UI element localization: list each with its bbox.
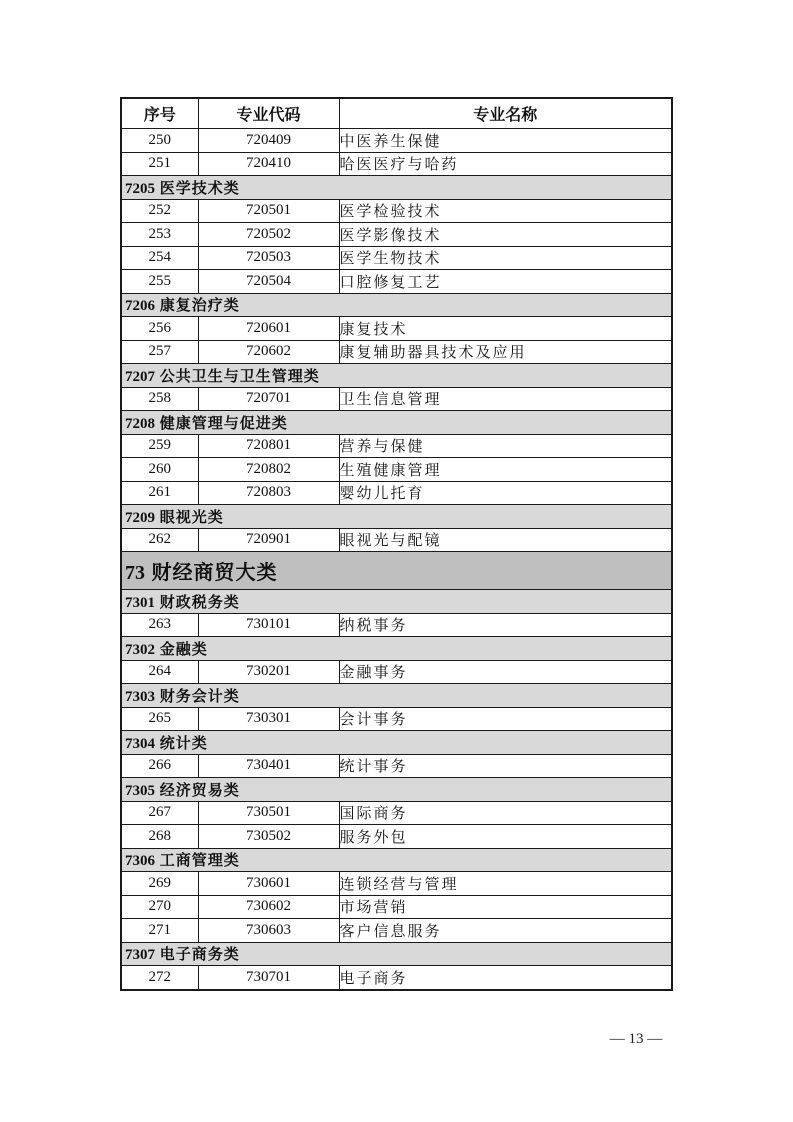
table-row xyxy=(121,825,672,849)
category-cell xyxy=(121,942,672,966)
major-code-cell: 730502 xyxy=(198,825,339,849)
table-row xyxy=(121,340,672,364)
category-row xyxy=(121,942,672,966)
major-name-cell: 康复辅助器具技术及应用 xyxy=(339,340,672,364)
serial-number-cell: 257 xyxy=(121,340,198,364)
category-cell xyxy=(121,590,672,614)
header-major-code: 专业代码 xyxy=(198,98,339,129)
major-name-cell: 市场营销 xyxy=(339,895,672,919)
category-name: 电子商务类 xyxy=(155,947,240,964)
major-code-cell: 720801 xyxy=(198,434,339,458)
category-name: 财政税务类 xyxy=(155,594,240,611)
table-row xyxy=(121,246,672,270)
serial-number-cell: 254 xyxy=(121,246,198,270)
category-row xyxy=(121,590,672,614)
major-name-cell: 客户信息服务 xyxy=(339,919,672,943)
category-row xyxy=(121,848,672,872)
category-code: 7307 xyxy=(125,947,155,964)
category-row xyxy=(121,364,672,388)
category-cell xyxy=(121,505,672,529)
serial-number-cell: 270 xyxy=(121,895,198,919)
category-name: 金融类 xyxy=(155,641,208,658)
category-code: 7304 xyxy=(125,735,155,752)
major-name-cell: 营养与保健 xyxy=(339,434,672,458)
serial-number-cell: 252 xyxy=(121,199,198,223)
header-serial-number: 序号 xyxy=(121,98,198,129)
table-row xyxy=(121,613,672,637)
category-code: 7208 xyxy=(125,415,155,432)
category-code: 7302 xyxy=(125,641,155,658)
major-name-cell: 生殖健康管理 xyxy=(339,458,672,482)
category-cell xyxy=(121,684,672,708)
major-code-cell: 730501 xyxy=(198,801,339,825)
major-name-cell: 康复技术 xyxy=(339,317,672,341)
serial-number-cell: 269 xyxy=(121,872,198,896)
major-code-cell: 720802 xyxy=(198,458,339,482)
category-cell xyxy=(121,731,672,755)
category-name: 工商管理类 xyxy=(155,853,240,870)
major-name-cell: 医学生物技术 xyxy=(339,246,672,270)
table-row xyxy=(121,801,672,825)
table-row xyxy=(121,317,672,341)
serial-number-cell: 271 xyxy=(121,919,198,943)
category-row xyxy=(121,293,672,317)
table-row xyxy=(121,270,672,294)
category-row xyxy=(121,411,672,435)
category-name: 眼视光类 xyxy=(155,509,224,526)
serial-number-cell: 262 xyxy=(121,528,198,552)
major-code-cell: 720601 xyxy=(198,317,339,341)
category-row xyxy=(121,176,672,200)
table-body xyxy=(121,129,672,990)
table-header-row xyxy=(121,98,672,129)
major-category-row xyxy=(121,552,672,590)
major-code-cell: 730301 xyxy=(198,707,339,731)
table-row xyxy=(121,434,672,458)
serial-number-cell: 267 xyxy=(121,801,198,825)
header-major-name: 专业名称 xyxy=(339,98,672,129)
category-code: 73 xyxy=(125,562,145,584)
major-name-cell: 中医养生保健 xyxy=(339,129,672,153)
category-name: 医学技术类 xyxy=(155,180,240,197)
major-code-cell: 730201 xyxy=(198,660,339,684)
major-name-cell: 国际商务 xyxy=(339,801,672,825)
major-name-cell: 医学检验技术 xyxy=(339,199,672,223)
category-row xyxy=(121,731,672,755)
major-code-cell: 730601 xyxy=(198,872,339,896)
category-name: 财务会计类 xyxy=(155,688,240,705)
table-row xyxy=(121,919,672,943)
serial-number-cell: 258 xyxy=(121,387,198,411)
category-code: 7303 xyxy=(125,688,155,705)
category-name: 公共卫生与卫生管理类 xyxy=(155,368,320,385)
category-row xyxy=(121,505,672,529)
major-code-cell: 720701 xyxy=(198,387,339,411)
table-row xyxy=(121,872,672,896)
category-name: 健康管理与促进类 xyxy=(155,415,288,432)
category-cell xyxy=(121,778,672,802)
major-name-cell: 哈医医疗与哈药 xyxy=(339,152,672,176)
category-row xyxy=(121,637,672,661)
serial-number-cell: 255 xyxy=(121,270,198,294)
table-row xyxy=(121,481,672,505)
category-cell xyxy=(121,364,672,388)
category-row xyxy=(121,778,672,802)
major-name-cell: 会计事务 xyxy=(339,707,672,731)
serial-number-cell: 260 xyxy=(121,458,198,482)
table-row xyxy=(121,129,672,153)
major-code-cell: 720501 xyxy=(198,199,339,223)
major-code-cell: 720504 xyxy=(198,270,339,294)
serial-number-cell: 266 xyxy=(121,754,198,778)
category-code: 7207 xyxy=(125,368,155,385)
majors-table xyxy=(120,97,673,991)
table-row xyxy=(121,152,672,176)
serial-number-cell: 261 xyxy=(121,481,198,505)
serial-number-cell: 256 xyxy=(121,317,198,341)
serial-number-cell: 259 xyxy=(121,434,198,458)
table-row xyxy=(121,895,672,919)
table-row xyxy=(121,966,672,990)
major-code-cell: 730101 xyxy=(198,613,339,637)
major-name-cell: 眼视光与配镜 xyxy=(339,528,672,552)
category-code: 7209 xyxy=(125,509,155,526)
category-cell xyxy=(121,411,672,435)
serial-number-cell: 253 xyxy=(121,223,198,247)
category-name: 经济贸易类 xyxy=(155,782,240,799)
page-number: — 13 — xyxy=(609,1031,663,1047)
serial-number-cell: 268 xyxy=(121,825,198,849)
major-name-cell: 医学影像技术 xyxy=(339,223,672,247)
major-name-cell: 电子商务 xyxy=(339,966,672,990)
category-code: 7306 xyxy=(125,853,155,870)
major-name-cell: 婴幼儿托育 xyxy=(339,481,672,505)
serial-number-cell: 264 xyxy=(121,660,198,684)
category-code: 7205 xyxy=(125,180,155,197)
major-code-cell: 730603 xyxy=(198,919,339,943)
major-name-cell: 纳税事务 xyxy=(339,613,672,637)
serial-number-cell: 272 xyxy=(121,966,198,990)
major-code-cell: 720901 xyxy=(198,528,339,552)
major-name-cell: 服务外包 xyxy=(339,825,672,849)
table-row xyxy=(121,458,672,482)
category-cell xyxy=(121,293,672,317)
major-name-cell: 口腔修复工艺 xyxy=(339,270,672,294)
serial-number-cell: 251 xyxy=(121,152,198,176)
table-row xyxy=(121,387,672,411)
major-code-cell: 720409 xyxy=(198,129,339,153)
category-cell xyxy=(121,176,672,200)
table-row xyxy=(121,199,672,223)
serial-number-cell: 263 xyxy=(121,613,198,637)
serial-number-cell: 250 xyxy=(121,129,198,153)
category-code: 7206 xyxy=(125,298,155,315)
category-cell xyxy=(121,637,672,661)
major-name-cell: 连锁经营与管理 xyxy=(339,872,672,896)
major-code-cell: 720503 xyxy=(198,246,339,270)
major-name-cell: 金融事务 xyxy=(339,660,672,684)
category-name: 统计类 xyxy=(155,735,208,752)
category-code: 7301 xyxy=(125,594,155,611)
major-category-cell xyxy=(121,552,672,590)
major-code-cell: 730701 xyxy=(198,966,339,990)
major-code-cell: 720803 xyxy=(198,481,339,505)
table-row xyxy=(121,223,672,247)
category-code: 7305 xyxy=(125,782,155,799)
major-code-cell: 720602 xyxy=(198,340,339,364)
table-row xyxy=(121,707,672,731)
major-code-cell: 720502 xyxy=(198,223,339,247)
major-code-cell: 730602 xyxy=(198,895,339,919)
category-name: 康复治疗类 xyxy=(155,298,240,315)
category-name: 财经商贸大类 xyxy=(145,562,278,584)
table-row xyxy=(121,528,672,552)
serial-number-cell: 265 xyxy=(121,707,198,731)
major-code-cell: 720410 xyxy=(198,152,339,176)
category-cell xyxy=(121,848,672,872)
table-row xyxy=(121,754,672,778)
table-row xyxy=(121,660,672,684)
category-row xyxy=(121,684,672,708)
major-name-cell: 统计事务 xyxy=(339,754,672,778)
major-name-cell: 卫生信息管理 xyxy=(339,387,672,411)
major-code-cell: 730401 xyxy=(198,754,339,778)
